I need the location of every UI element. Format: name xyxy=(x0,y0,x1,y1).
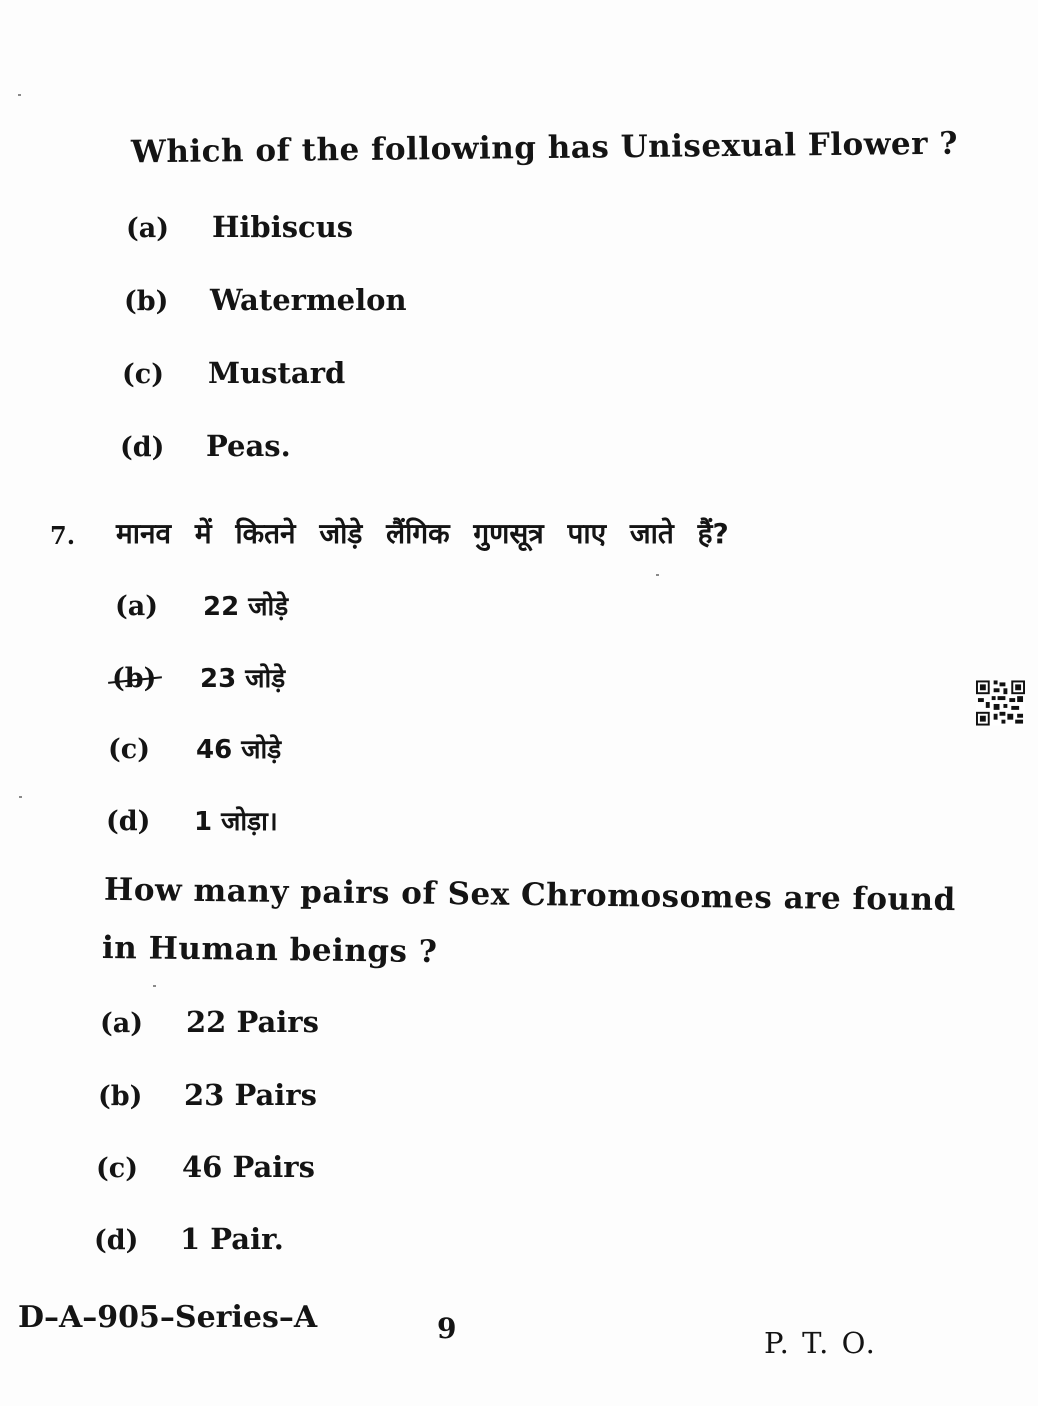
option-text: 23 Pairs xyxy=(184,1078,317,1112)
question-7-hindi: मानव में कितने जोड़े लैंगिक गुणसूत्र पाए जाते हैं? xyxy=(116,517,729,550)
q7-option-c xyxy=(96,1150,315,1184)
option-label: (c) xyxy=(96,1153,138,1184)
option-label: (a) xyxy=(100,1008,144,1039)
option-text: 23 जोड़े xyxy=(200,664,286,694)
option-label: (a) xyxy=(126,213,170,244)
option-label: (a) xyxy=(115,591,159,622)
option-label: (d) xyxy=(120,432,165,463)
option-text: 46 जोड़े xyxy=(196,735,282,765)
option-label: (b) xyxy=(124,286,169,317)
scan-speck xyxy=(153,985,156,987)
option-label: (b) xyxy=(98,1081,143,1112)
paper-code: D–A–905–Series–A xyxy=(18,1300,318,1335)
option-text: 46 Pairs xyxy=(182,1150,315,1184)
scan-speck xyxy=(18,94,21,96)
q7-hindi-option-b xyxy=(112,659,285,695)
option-text: Watermelon xyxy=(210,283,407,317)
q6-option-b xyxy=(124,283,407,317)
option-label: (c) xyxy=(122,359,164,390)
q7-hindi-option-c xyxy=(108,730,281,766)
struck-option-label: (b) xyxy=(112,663,157,694)
option-label: (d) xyxy=(106,806,151,837)
q6-option-c xyxy=(122,356,345,390)
question-number: 7. xyxy=(50,521,76,550)
scan-speck xyxy=(19,796,22,798)
question-7-english-line-1: How many pairs of Sex Chromosomes are found xyxy=(103,871,956,919)
option-label: (c) xyxy=(108,734,150,765)
option-text: 1 जोड़ा। xyxy=(194,807,278,837)
q7-hindi-option-d xyxy=(106,802,278,838)
option-text: Mustard xyxy=(208,356,346,390)
question-7-english-line-2: in Human beings ? xyxy=(101,929,438,971)
q7-option-d xyxy=(94,1222,284,1256)
question-6-english: Which of the following has Unisexual Flower ? xyxy=(130,125,959,171)
scan-speck xyxy=(656,574,659,576)
option-text: 22 जोड़े xyxy=(203,592,289,622)
option-label: (d) xyxy=(94,1225,139,1256)
q7-option-a xyxy=(100,1005,319,1039)
please-turn-over: P. T. O. xyxy=(764,1326,877,1360)
q6-option-d xyxy=(120,429,291,463)
option-text: Hibiscus xyxy=(212,210,354,244)
page-number: 9 xyxy=(437,1312,457,1345)
q6-option-a xyxy=(126,210,353,244)
q7-option-b xyxy=(98,1078,317,1112)
q7-hindi-option-a xyxy=(115,587,288,623)
option-label-wrapper xyxy=(112,663,200,694)
option-text: 1 Pair. xyxy=(180,1222,284,1256)
option-text: 22 Pairs xyxy=(186,1005,319,1039)
option-text: Peas. xyxy=(206,429,291,463)
qr-code-icon xyxy=(976,680,1025,726)
